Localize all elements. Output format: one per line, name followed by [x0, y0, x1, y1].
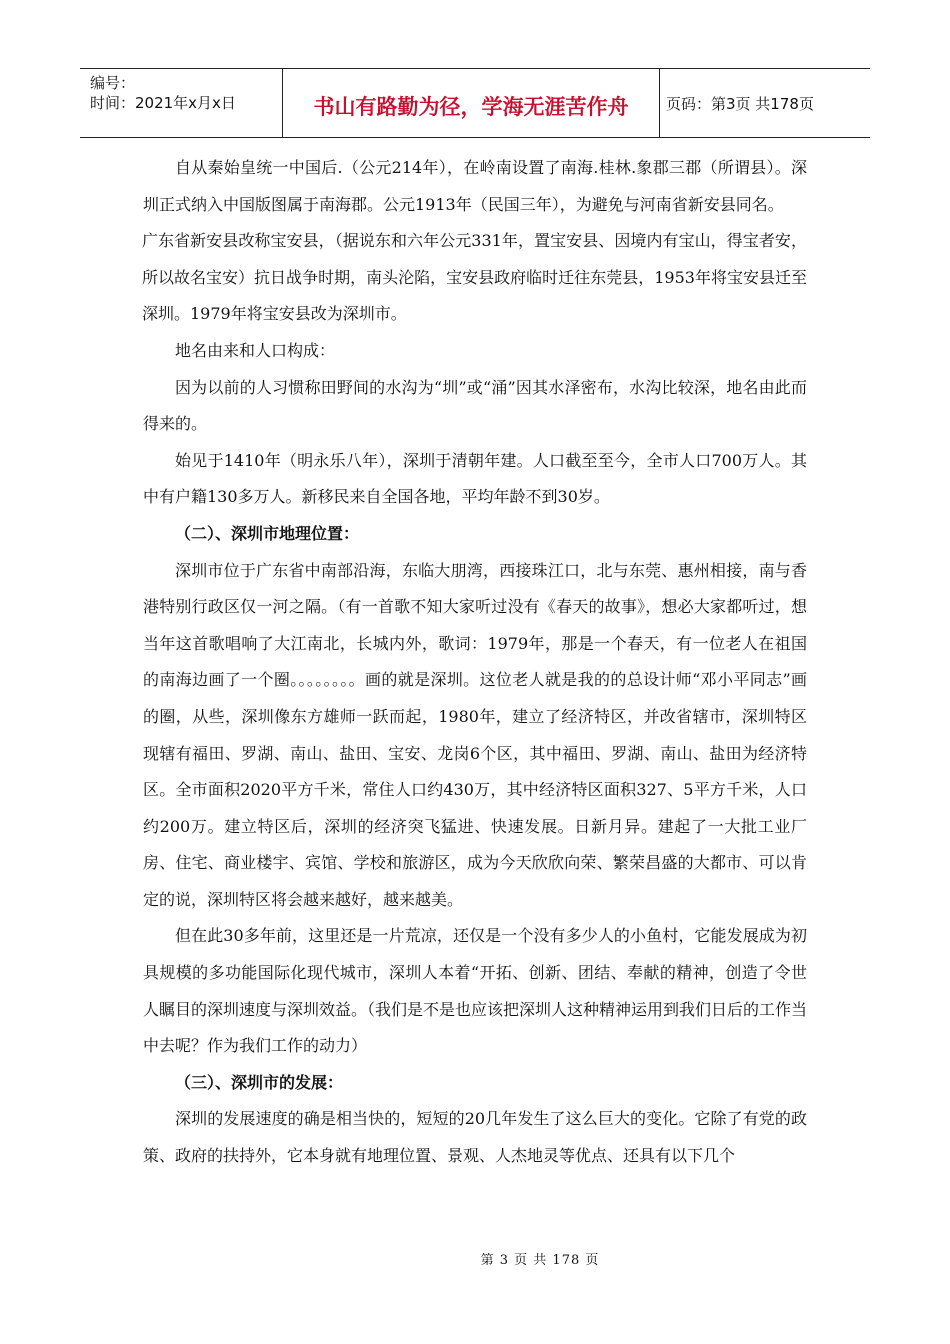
header-meta-cell [80, 69, 283, 137]
document-number: 编号： [90, 74, 136, 92]
document-body [143, 150, 807, 1175]
header-motto-cell [283, 69, 660, 137]
section-heading: （三）、深圳市的发展： [175, 1072, 344, 1092]
page-header [80, 68, 870, 138]
page-code: 页码：第3页 共178页 [666, 95, 814, 113]
document-date: 时间：2021年x月x日 [90, 94, 236, 112]
paragraph: 始见于1410年（明永乐八年），深圳于清朝年建。人口截至至今，全市人口700万人。其中有户籍130多万人。新移民来自全国各地，平均年龄不到30岁。 [143, 450, 807, 507]
paragraph: 深圳的发展速度的确是相当快的，短短的20几年发生了这么巨大的变化。它除了有党的政策、政府的扶持外，它本身就有地理位置、景观、人杰地灵等优点、还具有以下几个 [143, 1109, 807, 1166]
paragraph: 但在此30多年前，这里还是一片荒凉，还仅是一个没有多少人的小鱼村，它能发展成为初具规模的多功能国际化现代城市，深圳人本着“开拓、创新、团结、奉献的精神，创造了令世人瞩目的深圳速度与深圳效益。（我们是不是也应该把深圳人这种精神运用到我们日后的工作当中去呢？作为我们工作的动力） [143, 926, 808, 1056]
header-page-cell [660, 69, 870, 137]
section-heading: （二）、深圳市地理位置： [175, 523, 360, 543]
paragraph: 因为以前的人习惯称田野间的水沟为“圳”或“涌”因其水泽密布，水沟比较深，地名由此而得来的。 [143, 377, 807, 434]
paragraph: 深圳市位于广东省中南部沿海，东临大朋湾，西接珠江口，北与东莞、惠州相接，南与香港特别行政区仅一河之隔。（有一首歌不知大家听过没有《春天的故事》，想必大家都听过，想当年这首歌唱响了大江南北，长城内外，歌词：1979年，那是一个春天，有一位老人在祖国的南海边画了一个圈。。。。。。。。画的就是深圳。这位老人就是我的的总设计师“邓小平同志”画的圈，从些，深圳像东方雄师一跃而起，1980年，建立了经济特区，并改省辖市，深圳特区现辖有福田、罗湖、南山、盐田、宝安、龙岗6个区，其中福田、罗湖、南山、盐田为经济特区。全市面积2020平方千米，常住人口约430万，其中经济特区面积327、5平方千米，人口约200万。建立特区后，深圳的经济突飞猛进、快速发展。日新月异。建起了一大批工业厂房、住宅、商业楼宇、宾馆、学校和旅游区，成为今天欣欣向荣、繁荣昌盛的大都市、可以肯定的说，深圳特区将会越来越好，越来越美。 [143, 560, 807, 909]
paragraph: 地名由来和人口构成： [175, 340, 336, 360]
motto-text: 书山有路勤为径，学海无涯苦作舟 [313, 95, 629, 119]
footer-page-number: 第 3 页 共 178 页 [480, 1253, 600, 1268]
paragraph: 广东省新安县改称宝安县，（据说东和六年公元331年，置宝安县、因境内有宝山，得宝者安，所以故名宝安）抗日战争时期，南头沦陷，宝安县政府临时迁往东莞县，1953年将宝安县迁至深圳。1979年将宝安县改为深圳市。 [142, 231, 807, 324]
paragraph: 自从秦始皇统一中国后.（公元214年），在岭南设置了南海.桂林.象郡三郡（所谓县）。深圳正式纳入中国版图属于南海郡。公元1913年（民国三年），为避免与河南省新安县同名。 [143, 158, 807, 214]
page-footer [0, 1249, 950, 1268]
